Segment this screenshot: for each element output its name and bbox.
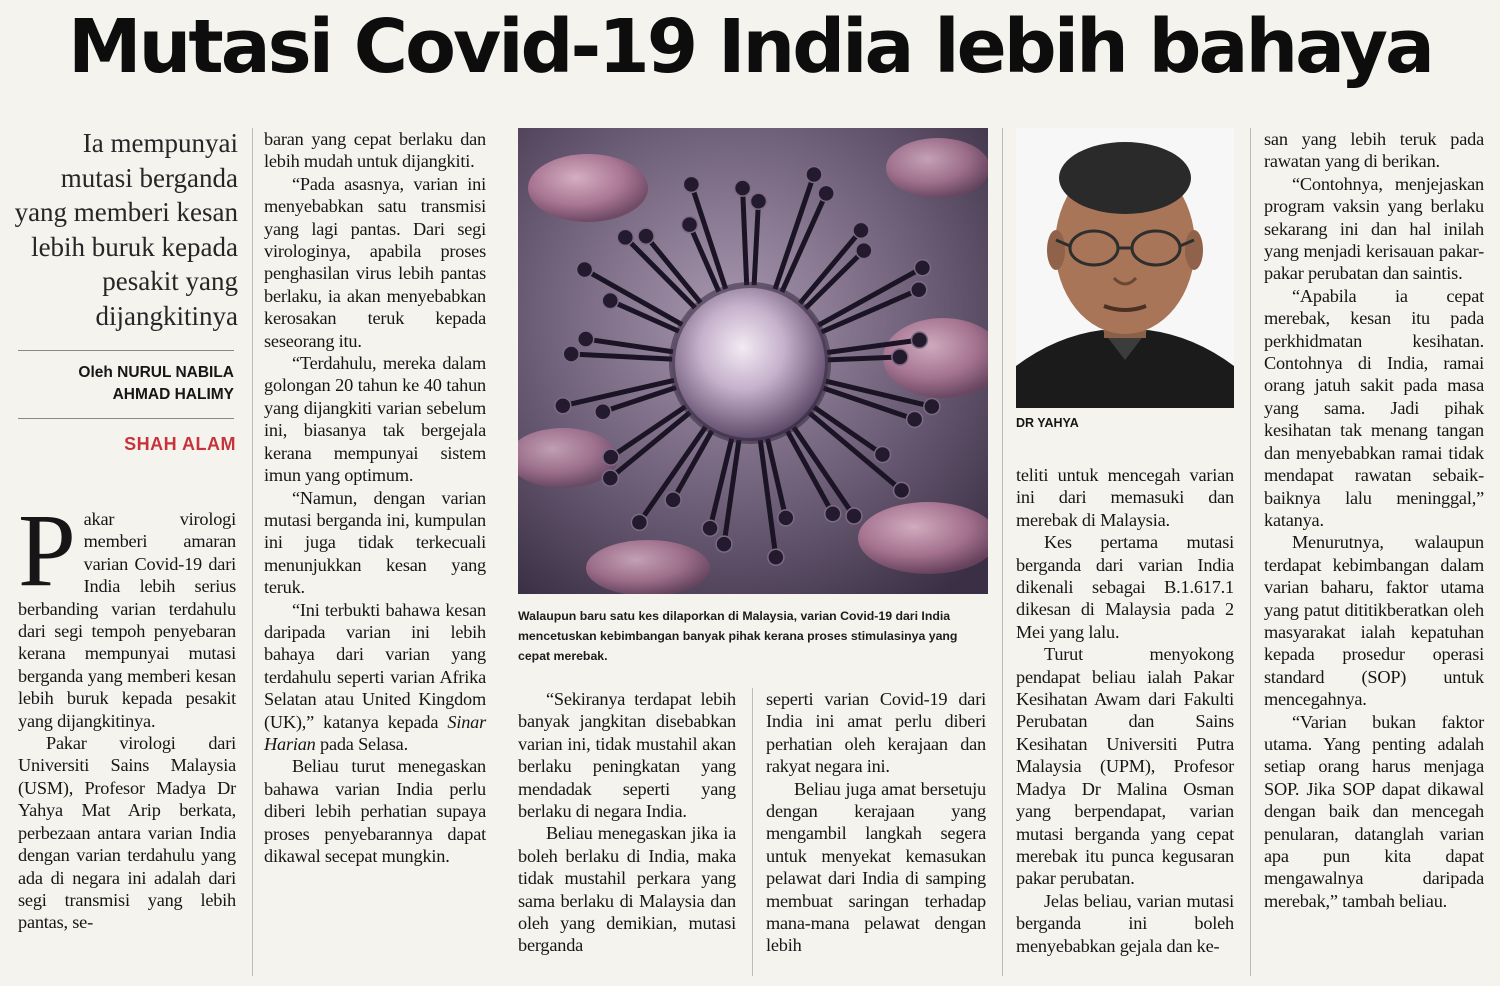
publication-name: Sinar Harian	[264, 711, 487, 754]
virus-spike-tip	[716, 536, 732, 552]
virus-spike-tip	[911, 332, 927, 348]
standfirst: Ia mempunyai mutasi berganda yang memberi kesan lebih buruk kepada pesakit yang dijangkitinya	[14, 128, 238, 331]
virus-spike-tip	[750, 193, 766, 209]
paragraph: Beliau turut menegaskan bahawa varian India perlu diberi lebih perhatian supaya proses penyebarannya dapat dikawal secepat mungkin.	[264, 756, 486, 866]
virus-spike-tip	[914, 260, 930, 276]
virus-spike-tip	[665, 492, 681, 508]
drop-cap: P	[18, 493, 76, 608]
virus-spike-tip	[892, 349, 908, 365]
virus-spike-tip	[894, 482, 910, 498]
virus-spike-tip	[617, 229, 633, 245]
paragraph: “Sekiranya terdapat lebih banyak jangkitan disebabkan varian ini, tidak mustahil akan berlaku peningkatan yang mendadak seperti yang berlaku di negara India.	[518, 689, 736, 822]
byline-rule-top	[18, 350, 234, 351]
article-column-2	[264, 128, 486, 867]
virus-spike-tip	[638, 228, 654, 244]
paragraph: Turut menyokong pendapat beliau ialah Pakar Kesihatan Awam dari Fakulti Perubatan dan Sains Kesihatan Universiti Putra Malaysia (UPM), Profesor Madya Dr Malina Osman yang berpendapat, varian mutasi berganda yang cepat merebak itu punca kegusaran pakar perubatan.	[1016, 644, 1234, 889]
portrait-photo	[1016, 128, 1234, 408]
paragraph: Kes pertama mutasi berganda dari varian India dikenali sebagai B.1.617.1 dikesan di Malaysia pada 2 Mei yang lalu.	[1016, 532, 1234, 642]
column-divider	[752, 688, 753, 976]
virus-spike-tip	[806, 167, 822, 183]
article-column-4	[766, 688, 986, 957]
lead-paragraph: Pakar virologi memberi amaran varian Covid-19 dari India lebih serius berbanding varian terdahulu dari segi tempoh penyebaran kerana mempunyai mutasi berganda yang memberi kesan lebih buruk kepada pesakit yang dijangkitinya.	[18, 493, 236, 731]
portrait-label: DR YAHYA	[1016, 416, 1079, 430]
virus-spike-tip	[907, 411, 923, 427]
virus-spike-tip	[778, 510, 794, 526]
virus-spike-tip	[768, 549, 784, 565]
virus-spike-tip	[682, 217, 698, 233]
byline-line-2: AHMAD HALIMY	[112, 386, 234, 403]
paragraph: Beliau juga amat bersetuju dengan kerajaan yang mengambil langkah segera untuk menyekat kemasukan pelawat dari India di samping membuat saringan terhadap mana-mana pelawat dengan lebih	[766, 778, 986, 956]
paragraph: “Pada asasnya, varian ini menyebabkan satu transmisi yang lagi pantas. Dari segi virologinya, apabila proses penghasilan virus lebih pantas berlaku, ia akan menyebabkan kerosakan teruk kepada seseorang itu.	[264, 173, 486, 351]
paragraph: “Namun, dengan varian mutasi berganda ini, kumpulan ini juga tidak terkecuali menunjukkan kesan yang teruk.	[264, 487, 486, 598]
virus-spike-tip	[602, 293, 618, 309]
paragraph: san yang lebih teruk pada rawatan yang di berikan.	[1264, 129, 1484, 172]
article-column-3	[518, 688, 736, 957]
paragraph: teliti untuk mencegah varian ini dari memasuki dan merebak di Malaysia.	[1016, 465, 1234, 530]
article-column-5	[1016, 464, 1234, 957]
virus-spike-tip	[856, 243, 872, 259]
headline: Mutasi Covid-19 India lebih bahaya	[68, 4, 1432, 90]
virus-spike-tip	[702, 520, 718, 536]
paragraph: “Contohnya, menjejaskan program vaksin yang berlaku sekarang ini dan hal inilah yang menjadi kerisauan pakar-pakar perubatan dan saintis.	[1264, 173, 1484, 284]
virus-spike-tip	[578, 331, 594, 347]
paragraph: “Terdahulu, mereka dalam golongan 20 tahun ke 40 tahun yang dijangkiti varian sebelum ini, biasanya tak bergejala kerana mempunyai sistem imun yang optimum.	[264, 353, 486, 486]
virus-photo	[518, 128, 988, 594]
column-divider	[252, 128, 253, 976]
paragraph: “Varian bukan faktor utama. Yang penting adalah setiap orang harus menjaga SOP. Jika SOP dapat dikawal dengan baik dan mencegah penularan, datanglah varian apa pun kita dapat mengawalnya daripada merebak,” tambah beliau.	[1264, 711, 1484, 911]
virus-spike-tip	[602, 470, 618, 486]
virus-spike-tip	[911, 282, 927, 298]
paragraph: Menurutnya, walaupun terdapat kebimbangan dalam varian baharu, faktor utama yang patut dititikberatkan oleh masyarakat ialah kepatuhan kepada prosedur operasi standard (SOP) untuk mencegahnya.	[1264, 532, 1484, 710]
column-divider	[1002, 128, 1003, 976]
virus-spike-tip	[595, 404, 611, 420]
article-column-6	[1264, 128, 1484, 912]
paragraph: seperti varian Covid-19 dari India ini amat perlu diberi perhatian oleh kerajaan dan rakyat negara ini.	[766, 689, 986, 777]
virus-spike-tip	[924, 399, 940, 415]
byline-line-1: Oleh NURUL NABILA	[78, 364, 234, 381]
paragraph: baran yang cepat berlaku dan lebih mudah untuk dijangkiti.	[264, 129, 486, 172]
virus-spike-tip	[818, 185, 834, 201]
photo-caption: Walaupun baru satu kes dilaporkan di Malaysia, varian Covid-19 dari India mencetuskan kebimbangan banyak pihak kerana proses stimulasinya yang cepat merebak.	[518, 609, 958, 663]
paragraph: Beliau menegaskan jika ia boleh berlaku di India, maka tidak mustahil perkara yang sama berlaku di Malaysia dan oleh yang demikian, mutasi berganda	[518, 823, 736, 956]
virus-spike-tip	[825, 506, 841, 522]
virus-spike-tip	[735, 180, 751, 196]
virus-spike-tip	[555, 398, 571, 414]
coronavirus-illustration	[518, 128, 988, 594]
byline-rule-bottom	[18, 418, 234, 419]
byline	[10, 362, 234, 406]
virus-spike-tip	[563, 346, 579, 362]
article-column-1	[18, 493, 236, 934]
paragraph: “Ini terbukti bahawa kesan daripada varian ini lebih bahaya dari varian yang terdahulu seperti varian Afrika Selatan atau United Kingdom (UK),” katanya kepada Sinar Harian pada Selasa.	[264, 599, 487, 754]
column-divider	[1250, 128, 1251, 976]
virus-spike-tip	[846, 508, 862, 524]
portrait-illustration	[1016, 128, 1234, 408]
paragraph: “Apabila ia cepat merebak, kesan itu pada perkhidmatan kesihatan. Contohnya di India, ramai orang jatuh sakit pada masa yang sama. Jadi pihak kesihatan tak menang tangan dan menyebabkan ramai tidak mendapat rawatan sebaik-baiknya lalu meninggal,” katanya.	[1264, 285, 1484, 530]
virus-spike-tip	[683, 176, 699, 192]
virus-spike-tip	[874, 446, 890, 462]
virus-spike-tip	[631, 514, 647, 530]
virus-spike-tip	[603, 449, 619, 465]
virus-spike-tip	[853, 222, 869, 238]
paragraph: Jelas beliau, varian mutasi berganda ini boleh menyebabkan gejala dan ke-	[1016, 890, 1234, 956]
location-dateline: SHAH ALAM	[124, 434, 236, 454]
paragraph: Pakar virologi dari Universiti Sains Malaysia (USM), Profesor Madya Dr Yahya Mat Arip berkata, perbezaan antara varian India dengan varian terdahulu yang ada di negara ini adalah dari segi transmisi yang lebih pantas, se-	[18, 733, 236, 933]
virus-spike-tip	[577, 262, 593, 278]
